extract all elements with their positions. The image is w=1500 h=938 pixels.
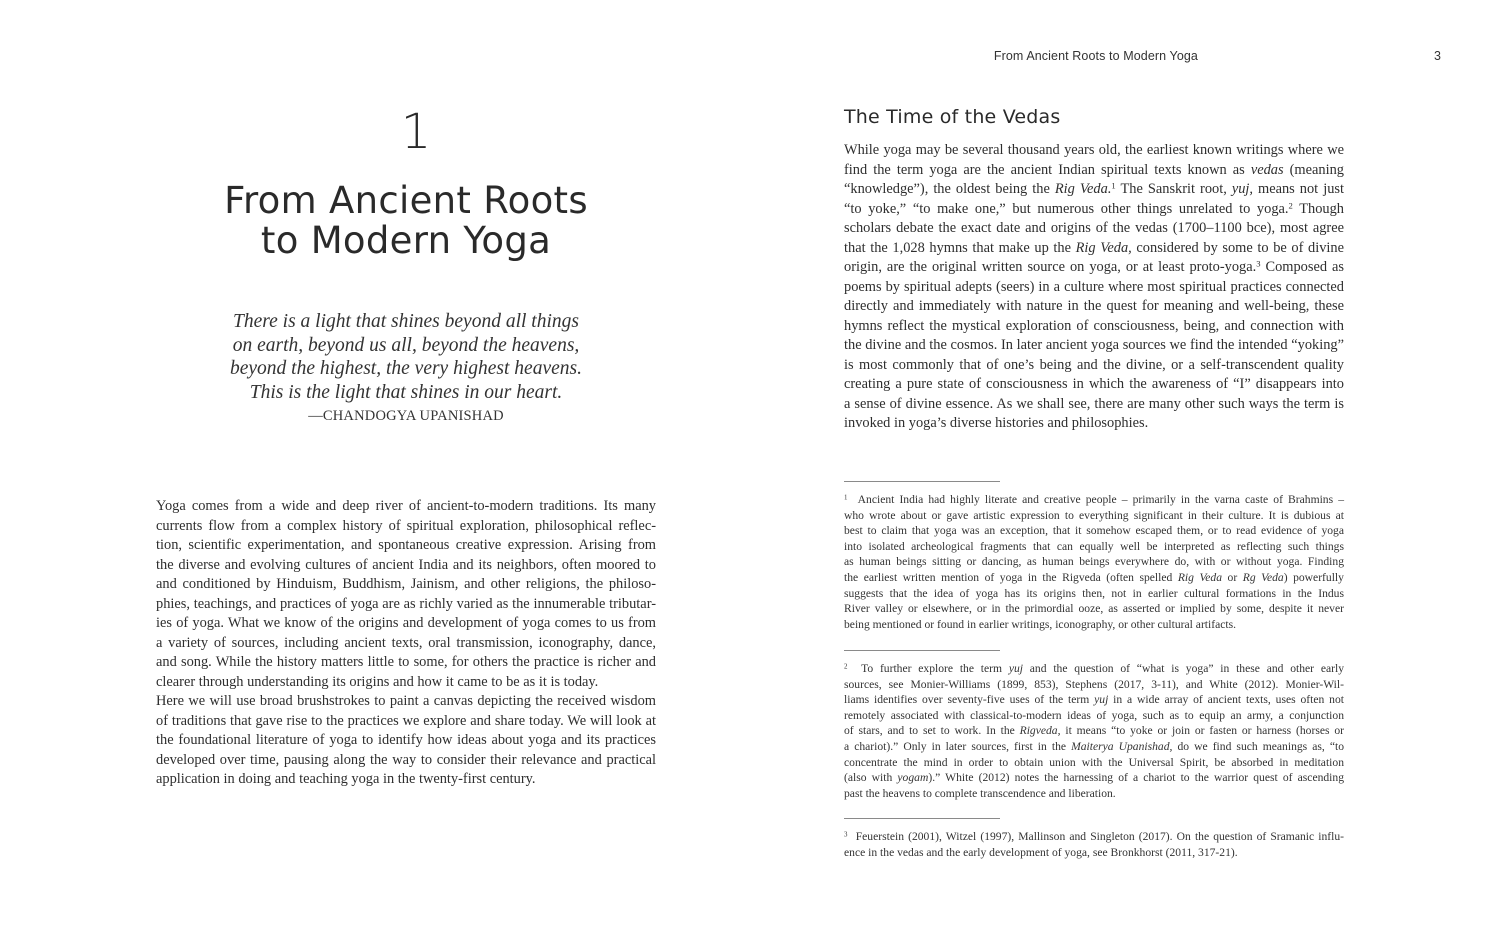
running-header-title: From Ancient Roots to Modern Yoga — [993, 49, 1198, 63]
section-heading: The Time of the Vedas — [844, 106, 1061, 128]
right-page — [750, 0, 1500, 938]
body-line: and song. While the history matters little to some, for others the practice is richer and — [156, 654, 656, 670]
body-line: hymns reflect the mystical exploration of consciousness, being, and connection with — [844, 317, 1344, 334]
epigraph-line: There is a light that shines beyond all things — [233, 311, 579, 332]
body-line: directly and immediately with nature in the quest for meaning and well-being, these — [844, 298, 1344, 314]
body-line: a sense of divine essence. As we shall see, there are many other such ways the term is — [844, 395, 1344, 412]
epigraph — [156, 310, 656, 404]
footnote-divider — [844, 818, 1000, 819]
intro-body — [156, 497, 656, 790]
chapter-number: 1 — [400, 104, 432, 160]
footnote-ref: 2 — [1288, 200, 1293, 211]
body-line: the divine and the cosmos. In later ancient yoga sources we find the intended “yoking” — [844, 337, 1344, 353]
footnote-divider — [844, 650, 1000, 651]
footnote-marker: 3 — [844, 830, 848, 839]
body-line: creating a pure state of consciousness in which the awareness of “I” disappears into — [844, 376, 1344, 392]
body-line: invoked in yoga’s diverse histories and philosophies. — [844, 415, 1149, 431]
footnote-1: $^1$ Ancient India had highly literate and creative people – primarily in the varna caste of Brahmins – who wrote about or gave artistic expression to everything significant in their culture. It is dubious at best to claim that yoga was an exception, that it somehow escaped them, or to read evidence of yoga into isolated archeological fragments that can equally well be interpreted as reflecting such things as human beings sitting or dancing, as human beings everywhere do, with or without yoga. Finding the earliest written mention of yoga in the Rigveda (often spelled Rig Veda or Rg Veda) powerfully suggests that the idea of yoga has its origins then, not in earlier cultural formations in the Indus River valley or elsewhere, or in the primordial ooze, as asserted or implied by some, despite it never being mentioned or found in earlier writings, iconography, or other cultural artifacts. — [844, 493, 1344, 631]
body-line: scholars debate the exact date and origins of the vedas (1700–1100 bce), most agree — [844, 220, 1344, 236]
body-line: application in doing and teaching yoga in the twenty-first century. — [156, 771, 536, 787]
body-line: currents flow from a complex history of spiritual exploration, philosophical reflec- — [156, 517, 656, 534]
epigraph-line: beyond the highest, the very highest heavens. — [230, 358, 582, 379]
chapter-title-line: From Ancient Roots — [224, 179, 588, 222]
body-line: clearer through understanding its origins and how it came to be as it is today. — [156, 673, 599, 690]
body-line: the foundational literature of yoga to identify how ideas about yoga and its practices — [156, 732, 656, 748]
footnote-ref: 3 — [1256, 258, 1261, 269]
epigraph-line: on earth, beyond us all, beyond the heavens, — [232, 334, 580, 356]
body-line: and conditioned by Hinduism, Buddhism, Jainism, and other religions, the philoso- — [156, 576, 656, 592]
epigraph-line: This is the light that shines in our heart. — [249, 381, 563, 403]
body-line: find the term yoga are the ancient Indian spiritual texts known as vedas (meaning — [844, 161, 1344, 178]
body-line: origin, are the original written source on yoga, or at least proto-yoga.$^3$ Composed as — [844, 258, 1345, 275]
body-line: the diverse and evolving cultures of ancient India and its neighbors, often moored to — [156, 556, 656, 573]
page-number: 3 — [1434, 49, 1441, 63]
body-line: that the 1,028 hymns that make up the Rig Veda, considered by some to be of divine — [844, 239, 1344, 256]
footnote-marker: 1 — [844, 493, 848, 502]
footnote-2: $^2$ To further explore the term yuj and the question of “what is yoga” in these and other early sources, see Monier-Williams (1899, 853), Stephens (2017, 3-11), and White (2012). Monier-Wil- liams identifies over seventy-five uses of the term yuj in a wide array of ancient texts, uses often not remotely associated with classical-to-modern ideas of yoga, such as to equip an army, a conjunction of stars, and to set to work. In the Rigveda, it means “to yoke or join or fasten or harness (horses or a chariot).” Only in later sources, first in the Maiterya Upanishad, do we find such meanings as, “to concentrate the mind in order to obtain union with the Universal Spirit, be absorbed in meditation (also with yogam).” White (2012) notes the harnessing of a chariot to the warrior quest of ascending past the heavens to complete transcendence and liberation. — [844, 662, 1345, 800]
body-line: developed over time, pausing along the way to consider their relevance and practical — [156, 751, 656, 768]
body-line: poems by spiritual adepts (seers) in a culture where most spiritual practices connected — [844, 278, 1344, 295]
body-line: Here we will use broad brushstrokes to paint a canvas depicting the received wisdom — [156, 693, 656, 709]
section-body — [844, 141, 1344, 434]
epigraph-attribution: —CHANDOGYA UPANISHAD — [308, 408, 504, 424]
body-line: of traditions that gave rise to the practices we explore and share today. We will look at — [156, 712, 656, 729]
chapter-title — [0, 181, 812, 261]
footnote-marker: 2 — [844, 662, 848, 671]
body-line: a variety of sources, including ancient texts, oral transmission, iconography, dance, — [156, 634, 656, 651]
body-line: “to yoke,” “to make one,” but numerous other things unrelated to yoga.$^2$ Though — [844, 200, 1344, 217]
body-line: While yoga may be several thousand years old, the earliest known writings where we — [844, 142, 1344, 158]
body-line: Yoga comes from a wide and deep river of ancient-to-modern traditions. Its many — [156, 498, 656, 514]
footnote-3: $^3$ Feuerstein (2001), Witzel (1997), Mallinson and Singleton (2017). On the question of Sramanic influ- ence in the vedas and the early development of yoga, see Bronkhorst (2011, 317-21). — [844, 830, 1345, 859]
body-line: “knowledge”), the oldest being the Rig Veda.$^1$ The Sanskrit root, yuj, means not just — [844, 180, 1344, 197]
body-line: tion, scientific experimentation, and spontaneous creative expression. Arising from — [156, 537, 656, 553]
chapter-title-line: to Modern Yoga — [260, 219, 552, 262]
footnote-ref: 1 — [1111, 180, 1116, 191]
footnote-divider — [844, 481, 1000, 482]
body-line: ies of yoga. What we know of the origins and development of yoga comes to us from — [156, 615, 656, 631]
body-line: phies, teachings, and practices of yoga are as richly varied as the innumerable tributar- — [156, 595, 656, 612]
body-line: is most commonly that of one’s being and the divine, or a self-transcendent quality — [844, 356, 1344, 373]
